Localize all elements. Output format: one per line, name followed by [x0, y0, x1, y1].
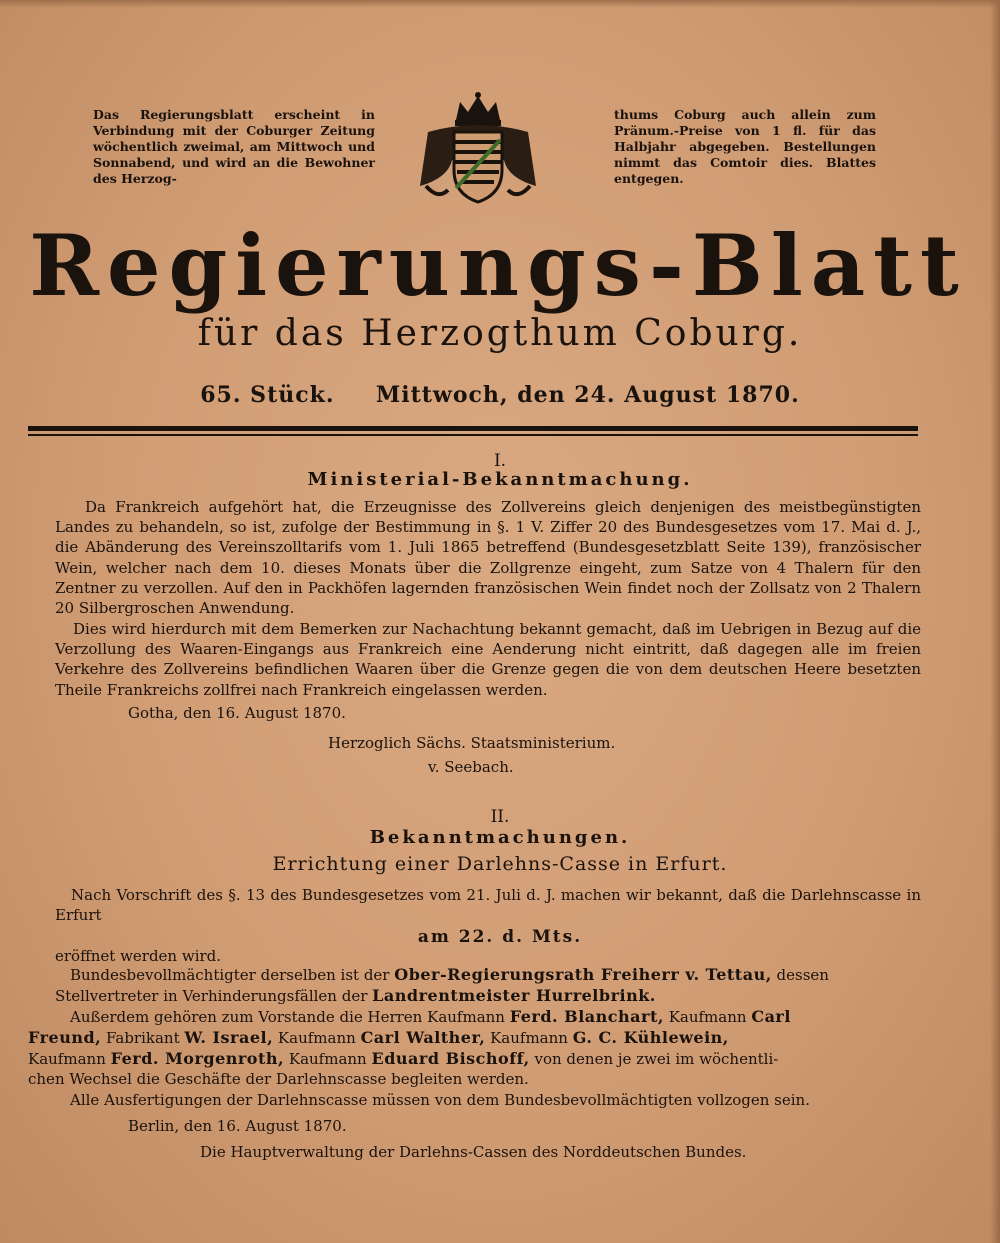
- section-2-intro: Nach Vorschrift des §. 13 des Bundesgesetzes vom 21. Juli d. J. machen wir bekannt, daß die Darlehnscasse in Erfurt: [55, 886, 921, 925]
- masthead-subtitle: für das Herzogthum Coburg.: [197, 313, 803, 354]
- deputy-name: Landrentmeister Hurrelbrink.: [372, 986, 656, 1005]
- paper-edge-top: [0, 0, 1000, 8]
- plenipotentiary-line: Bundesbevollmächtigter derselben ist der Ober-Regierungsrath Freiherr v. Tettau, dessen: [70, 965, 829, 984]
- opened-line: eröffnet werden wird.: [55, 947, 222, 965]
- paper-edge-right: [990, 0, 1000, 1243]
- deputy-line: Stellvertreter in Verhinderungsfällen der Landrentmeister Hurrelbrink.: [55, 986, 656, 1005]
- plenipotentiary-name: Ober-Regierungsrath Freiherr v. Tettau,: [394, 965, 772, 984]
- section-2-place-date: Berlin, den 16. August 1870.: [128, 1117, 347, 1135]
- section-1-signatory: v. Seebach.: [428, 758, 514, 776]
- issue-date: Mittwoch, den 24. August 1870.: [375, 382, 800, 408]
- section-1-heading: Ministerial-Bekanntmachung.: [307, 469, 693, 490]
- section-1-authority: Herzoglich Sächs. Staatsministerium.: [328, 734, 616, 752]
- issue-line: [0, 380, 1000, 410]
- issue-number: 65. Stück.: [200, 382, 335, 408]
- board-line-1: Außerdem gehören zum Vorstande die Herren Kaufmann Ferd. Blanchart, Kaufmann Carl: [70, 1007, 791, 1026]
- board-line-3: Kaufmann Ferd. Morgenroth, Kaufmann Eduard Bischoff, von denen je zwei im wöchentli-: [28, 1049, 779, 1068]
- signature-requirement: Alle Ausfertigungen der Darlehnscasse müssen von dem Bundesbevollmächtigten vollzogen sein.: [70, 1091, 810, 1109]
- section-1-number: I.: [493, 451, 507, 471]
- opening-date: am 22. d. Mts.: [417, 927, 583, 947]
- section-1-place-date: Gotha, den 16. August 1870.: [128, 704, 346, 722]
- section-2-authority: Die Hauptverwaltung der Darlehns-Cassen des Norddeutschen Bundes.: [200, 1143, 747, 1161]
- board-line-2: Freund, Fabrikant W. Israel, Kaufmann Carl Walther, Kaufmann G. C. Kühlewein,: [28, 1028, 729, 1047]
- board-line-4: chen Wechsel die Geschäfte der Darlehnscasse begleiten werden.: [28, 1070, 529, 1088]
- section-1-paragraph-1: Da Frankreich aufgehört hat, die Erzeugnisse des Zollvereins gleich denjenigen des meistbegünstigten Landes zu behandeln, so ist, zufolge der Bestimmung in §. 1 V. Ziffer 20 des Bundesgesetzes vom 17. Mai d. J., die Abänderung des Vereinszolltarifs vom 1. Juli 1865 betreffend (Bundesgesetzblatt Seite 139), französischer Wein, welcher nach dem 10. dieses Monats über die Zollgrenze eingeht, zum Satze von 4 Thalern für den Zentner zu verzollen. Auf den in Packhöfen lagernden französischen Wein findet noch der Zollsatz von 2 Thalern 20 Silbergroschen Anwendung.: [55, 498, 921, 618]
- subscription-notice-right: thums Coburg auch allein zum Pränum.-Preise von 1 fl. für das Halbjahr abgegeben. Bestellungen nimmt das Comtoir dies. Blattes entgegen.: [614, 107, 876, 186]
- masthead-title: Regierungs-Blatt: [29, 216, 967, 315]
- section-2-subheading: Errichtung einer Darlehns-Casse in Erfurt.: [272, 853, 728, 875]
- section-2-number: II.: [490, 807, 510, 827]
- section-1-paragraph-2: Dies wird hierdurch mit dem Bemerken zur Nachachtung bekannt gemacht, daß im Uebrigen in Bezug auf die Verzollung des Waaren-Eingangs aus Frankreich eine Aenderung nicht eintritt, daß dagegen alle im freien Verkehre des Zollvereins befindlichen Waaren über die Grenze gegen die von dem deutschen Heere besetzten Theile Frankreichs zollfrei nach Frankreich eingelassen werden.: [55, 620, 921, 699]
- header-rule-thin: [28, 434, 918, 436]
- header-rule-thick: [28, 426, 918, 431]
- subscription-notice-left: Das Regierungsblatt erscheint in Verbindung mit der Coburger Zeitung wöchentlich zweimal, am Mittwoch und Sonnabend, und wird an die Bewohner des Herzog-: [93, 107, 375, 186]
- coat-of-arms-emblem: [408, 90, 548, 208]
- section-2-heading: Bekanntmachungen.: [369, 827, 631, 848]
